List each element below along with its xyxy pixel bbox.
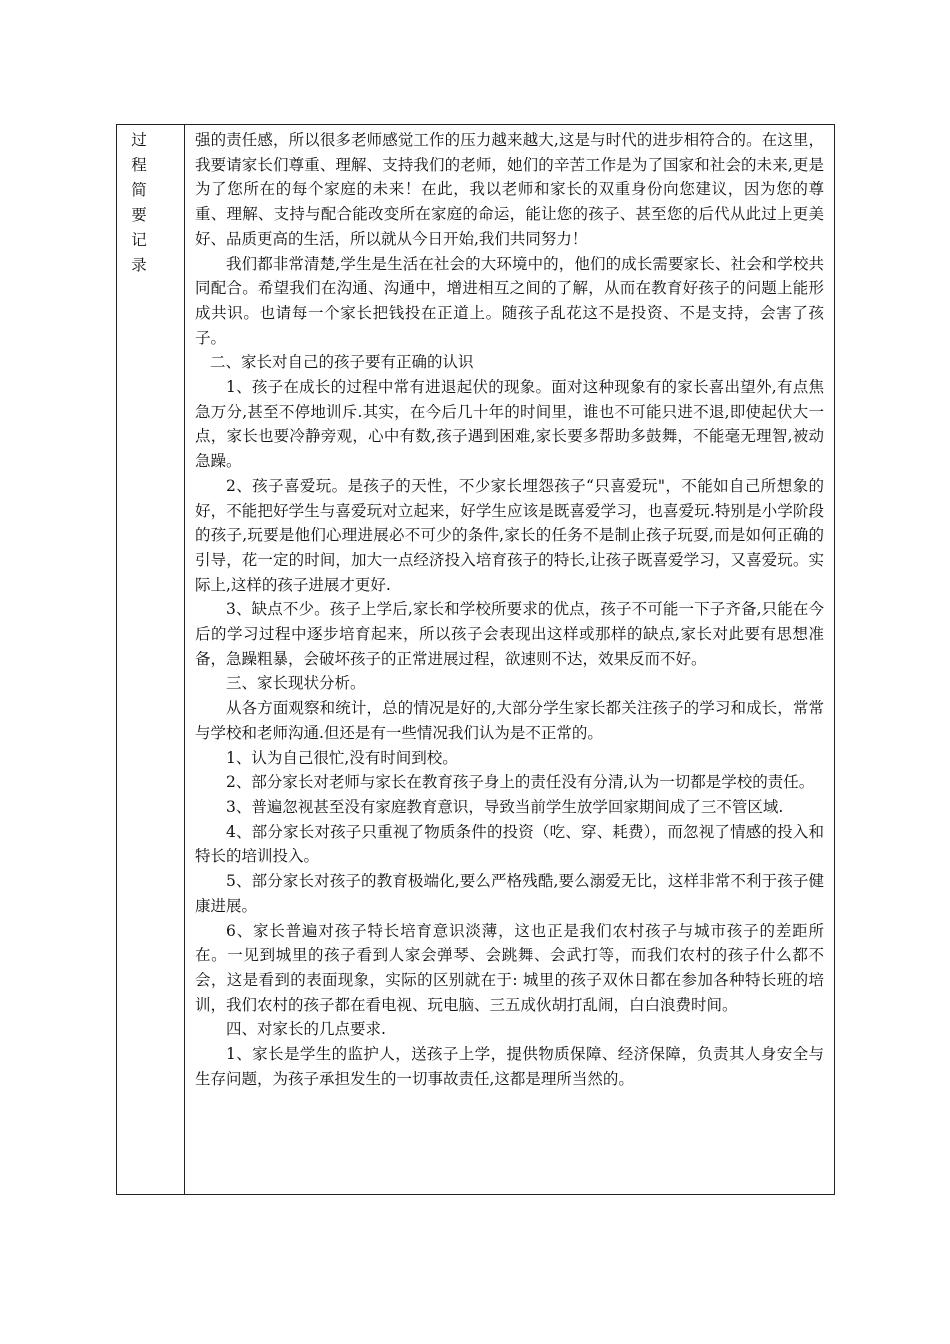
list-item: 1、家长是学生的监护人，送孩子上学，提供物质保障、经济保障，负责其人身安全与生存问题，为孩子承担发生的一切事故责任,这都是理所当然的。 [195, 1045, 824, 1088]
section-heading: 四、对家长的几点要求. [226, 1020, 386, 1039]
label-char: 过 [131, 131, 147, 149]
label-char: 简 [131, 181, 147, 199]
list-item: 6、家长普遍对孩子特长培育意识淡薄，这也正是我们农村孩子与城市孩子的差距所在。一见到城里的孩子看到人家会弹琴、会跳舞、会武打等，而我们农村的孩子什么都不会，这是看到的表面现象，实际的区别就在于: 城里的孩子双休日都在参加各种特长班的培训，我们农村的孩子都在看电视、玩电脑、三五成伙胡打乱闹，白白浪费时间。 [195, 921, 824, 1014]
list-item: 3、普遍忽视甚至没有家庭教育意识，导致当前学生放学回家期间成了三不管区域. [226, 797, 784, 816]
paragraph: 从各方面观察和统计，总的情况是好的,大部分学生家长都关注孩子的学习和成长，常常与学校和老师沟通.但还是有一些情况我们认为是不正常的。 [195, 699, 824, 742]
list-item: 1、认为自己很忙,没有时间到校。 [226, 748, 458, 767]
list-item: 4、部分家长对孩子只重视了物质条件的投资（吃、穿、耗费），而忽视了情感的投入和特长的培训投入。 [195, 822, 824, 866]
label-char: 记 [131, 231, 147, 249]
record-table [116, 124, 835, 1195]
label-char: 录 [131, 256, 147, 274]
record-content-cell [185, 125, 834, 1194]
section-heading: 二、家长对自己的孩子要有正确的认识 [210, 353, 474, 372]
section-heading: 三、家长现状分析。 [226, 674, 366, 693]
list-item: 5、部分家长对孩子的教育极端化,要么严格残酷,要么溺爱无比，这样非常不利于孩子健康进展。 [195, 872, 824, 915]
label-char: 要 [131, 206, 147, 224]
process-summary-label-cell [117, 125, 185, 1194]
paragraph: 强的责任感，所以很多老师感觉工作的压力越来越大,这是与时代的进步相符合的。在这里，我要请家长们尊重、理解、支持我们的老师，她们的辛苦工作是为了国家和社会的未来,更是为了您所在的每个家庭的未来！在此，我以老师和家长的双重身份向您建议，因为您的尊重、理解、支持与配合能改变所在家庭的命运，能让您的孩子、甚至您的后代从此过上更美好、品质更高的生活，所以就从今日开始,我们共同努力！ [195, 131, 824, 248]
list-item: 2、部分家长对老师与家长在教育孩子身上的责任没有分清,认为一切都是学校的责任。 [226, 773, 815, 792]
paragraph: 3、缺点不少。孩子上学后,家长和学校所要求的优点，孩子不可能一下子齐备,只能在今后的学习过程中逐步培育起来，所以孩子会表现出这样或那样的缺点,家长对此要有思想准备，急躁粗暴，会破坏孩子的正常进展过程，欲速则不达，效果反而不好。 [195, 600, 824, 668]
label-char: 程 [131, 156, 147, 174]
paragraph: 我们都非常清楚,学生是生活在社会的大环境中的，他们的成长需要家长、社会和学校共同配合。希望我们在沟通、沟通中，增进相互之间的了解，从而在教育好孩子的问题上能形成共识。也请每一个家长把钱投在正道上。随孩子乱花这不是投资、不是支持，会害了孩子。 [195, 254, 824, 347]
paragraph: 1、孩子在成长的过程中常有进退起伏的现象。面对这种现象有的家长喜出望外,有点焦急万分,甚至不停地训斥.其实，在今后几十年的时间里，谁也不可能只进不退,即使起伏大一点，家长也要冷静旁观，心中有数,孩子遇到困难,家长要多帮助多鼓舞，不能毫无理智,被动急躁。 [195, 378, 824, 471]
paragraph: 2、孩子喜爱玩。是孩子的天性，不少家长埋怨孩子“只喜爱玩"，不能如自己所想象的好，不能把好学生与喜爱玩对立起来，好学生应该是既喜爱学习，也喜爱玩.特别是小学阶段的孩子,玩要是他们心理进展必不可少的条件,家长的任务不是制止孩子玩耍,而是如何正确的引导，花一定的时间，加大一点经济投入培育孩子的特长,让孩子既喜爱学习，又喜爱玩。实际上,这样的孩子进展才更好. [195, 476, 824, 594]
